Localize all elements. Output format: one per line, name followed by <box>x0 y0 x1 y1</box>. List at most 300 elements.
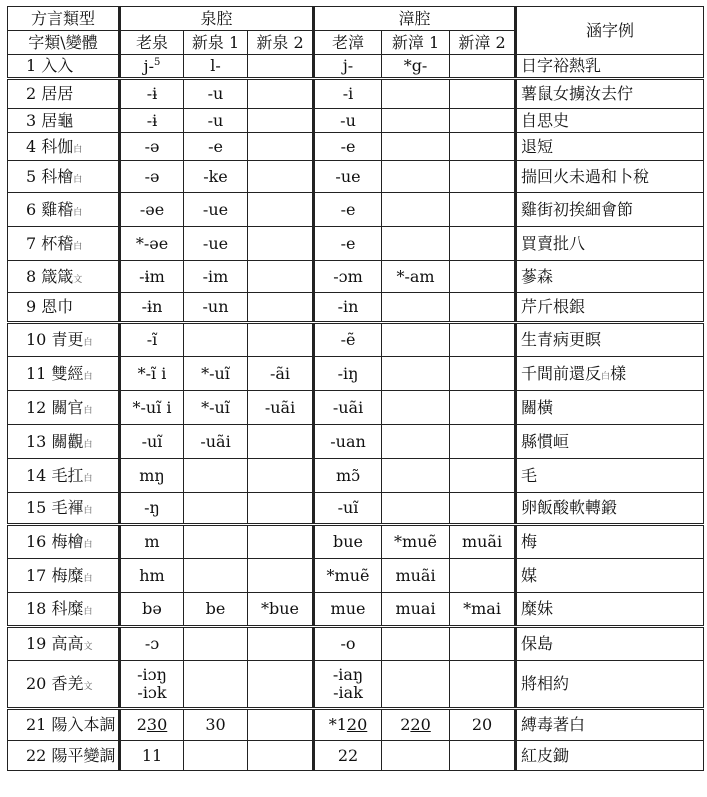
lao-zhang-cell <box>314 525 382 559</box>
table-row <box>8 661 704 709</box>
xin-quan-1-cell-value: be <box>205 599 226 619</box>
xin-quan-1-cell-value: -ue <box>202 199 229 219</box>
xin-quan-1-cell-value: *-uĩ <box>201 397 230 417</box>
examples-text: 保島 <box>521 634 554 654</box>
lao-quan-cell <box>120 627 184 661</box>
category-number: 9 <box>26 297 37 317</box>
examples-text: 生青病更瞑 <box>521 330 602 350</box>
xin-zhang-1-cell <box>382 425 450 459</box>
lao-quan-cell-value: -ɨm <box>139 266 165 286</box>
header-lao-quan: 老泉 <box>120 31 184 55</box>
lao-quan-cell-value: j- <box>143 56 154 76</box>
xin-zhang-2-cell <box>450 193 516 227</box>
category-cell <box>8 55 120 79</box>
xin-zhang-2-cell <box>450 323 516 357</box>
header-xin-zhang-2: 新漳 2 <box>450 31 516 55</box>
lao-zhang-cell-value: *muẽ <box>326 565 370 585</box>
xin-zhang-2-cell-value: 20 <box>471 715 493 735</box>
xin-zhang-1-cell <box>382 459 450 493</box>
xin-quan-1-cell <box>184 593 248 627</box>
xin-quan-2-cell <box>248 559 314 593</box>
lao-quan-cell <box>120 593 184 627</box>
xin-quan-2-cell <box>248 55 314 79</box>
xin-zhang-1-cell <box>382 293 450 323</box>
lao-zhang-cell <box>314 493 382 525</box>
examples-text: 揣回火未過和卜稅 <box>521 166 650 186</box>
examples-cell <box>516 357 704 391</box>
category-number: 14 <box>26 465 47 485</box>
lao-quan-cell-value: mŋ <box>139 465 165 485</box>
examples-cell <box>516 79 704 109</box>
lao-zhang-cell-value: -ɔm <box>333 266 363 286</box>
examples-cell <box>516 55 704 79</box>
category-name: 雞稽 <box>41 199 74 219</box>
lao-zhang-cell <box>314 559 382 593</box>
xin-quan-2-cell <box>248 109 314 133</box>
xin-quan-2-cell <box>248 525 314 559</box>
lao-zhang-cell <box>314 227 382 261</box>
xin-quan-1-cell <box>184 661 248 709</box>
lao-quan-cell <box>120 161 184 193</box>
xin-zhang-2-cell <box>450 425 516 459</box>
lao-quan-cell-superscript: 5 <box>154 57 161 69</box>
xin-quan-2-cell <box>248 293 314 323</box>
xin-quan-1-cell-value: l- <box>210 56 221 76</box>
table-row <box>8 391 704 425</box>
category-name: 高高 <box>51 634 84 654</box>
examples-text: 日字裕熱乳 <box>521 56 602 76</box>
xin-zhang-2-cell <box>450 559 516 593</box>
xin-quan-1-cell <box>184 193 248 227</box>
lao-zhang-cell-value: bue <box>333 532 364 552</box>
xin-quan-1-cell-value: -ke <box>203 166 228 186</box>
xin-zhang-1-cell <box>382 709 450 741</box>
lao-zhang-cell <box>314 109 382 133</box>
xin-zhang-2-cell <box>450 357 516 391</box>
reading-mark: 白 <box>83 540 93 551</box>
xin-zhang-2-cell <box>450 627 516 661</box>
lao-quan-cell <box>120 661 184 709</box>
category-name: 科伽 <box>41 136 74 156</box>
category-number: 20 <box>26 674 47 694</box>
xin-quan-1-cell-value: 30 <box>205 715 226 735</box>
lao-quan-cell <box>120 109 184 133</box>
reading-mark: 白 <box>83 607 93 618</box>
table-row <box>8 227 704 261</box>
category-cell <box>8 323 120 357</box>
xin-zhang-2-cell <box>450 261 516 293</box>
xin-zhang-1-cell-value: *-am <box>396 266 435 286</box>
examples-cell <box>516 525 704 559</box>
lao-zhang-cell-value: -u <box>340 110 356 130</box>
lao-quan-cell-value: *-ĩ i <box>137 363 167 383</box>
header-xin-zhang-1: 新漳 1 <box>382 31 450 55</box>
lao-quan-cell-underlined: 30 <box>146 715 168 735</box>
category-name: 科檜 <box>41 166 74 186</box>
category-cell <box>8 493 120 525</box>
table-row <box>8 79 704 109</box>
examples-tail: 樣 <box>610 363 627 383</box>
xin-zhang-2-cell <box>450 391 516 425</box>
category-cell <box>8 79 120 109</box>
xin-zhang-2-cell-value: *mai <box>463 599 501 619</box>
reading-mark: 文 <box>83 642 93 653</box>
xin-quan-1-cell <box>184 425 248 459</box>
header-category-change: 字類\變體 <box>8 31 120 55</box>
category-cell <box>8 161 120 193</box>
lao-quan-cell <box>120 425 184 459</box>
examples-cell <box>516 627 704 661</box>
examples-text: 縛毒著白 <box>521 715 586 735</box>
examples-cell <box>516 493 704 525</box>
category-cell <box>8 559 120 593</box>
lao-quan-cell-value: -ɔ <box>144 634 160 654</box>
lao-zhang-cell <box>314 357 382 391</box>
lao-quan-cell-value: *-uĩ i <box>132 397 172 417</box>
xin-quan-1-cell <box>184 161 248 193</box>
table-row <box>8 493 704 525</box>
examples-text: 薯鼠女擄汝去佇 <box>521 84 634 104</box>
category-number: 10 <box>26 330 47 350</box>
lao-zhang-cell-value-2: -iak <box>333 683 363 702</box>
xin-zhang-1-cell <box>382 593 450 627</box>
examples-text: 紅皮鋤 <box>521 745 570 765</box>
lao-zhang-cell-value: -iaŋ <box>332 665 364 685</box>
xin-quan-1-cell <box>184 79 248 109</box>
xin-zhang-2-cell <box>450 55 516 79</box>
category-name: 關觀 <box>51 431 84 451</box>
examples-cell <box>516 293 704 323</box>
category-cell <box>8 293 120 323</box>
reading-mark: 白 <box>83 439 93 450</box>
xin-zhang-2-cell-value: muãi <box>461 532 503 552</box>
xin-quan-1-cell <box>184 133 248 161</box>
lao-zhang-cell-value: mue <box>330 599 366 619</box>
xin-zhang-1-cell <box>382 525 450 559</box>
xin-quan-2-cell <box>248 227 314 261</box>
xin-quan-1-cell-value: -u <box>207 84 224 104</box>
lao-zhang-cell <box>314 261 382 293</box>
lao-quan-cell <box>120 133 184 161</box>
lao-quan-cell <box>120 293 184 323</box>
xin-zhang-1-cell <box>382 661 450 709</box>
xin-zhang-1-cell <box>382 133 450 161</box>
category-number: 22 <box>26 745 47 765</box>
lao-quan-cell-value: -ə <box>144 166 160 186</box>
xin-zhang-1-cell-underlined: 20 <box>410 715 431 735</box>
lao-quan-cell-value: -ɨ <box>146 110 158 130</box>
lao-zhang-cell <box>314 79 382 109</box>
xin-zhang-2-cell <box>450 109 516 133</box>
lao-zhang-cell <box>314 55 382 79</box>
category-number: 17 <box>26 565 47 585</box>
lao-zhang-cell-value: -ue <box>335 166 361 186</box>
xin-zhang-1-cell <box>382 741 450 771</box>
xin-quan-1-cell <box>184 559 248 593</box>
examples-text: 退短 <box>521 136 554 156</box>
xin-quan-1-cell-value: *-uĩ <box>201 363 230 383</box>
xin-zhang-1-cell <box>382 227 450 261</box>
table-row <box>8 193 704 227</box>
xin-quan-1-cell <box>184 391 248 425</box>
lao-zhang-cell-value: 22 <box>337 745 359 765</box>
examples-cell <box>516 109 704 133</box>
examples-cell <box>516 133 704 161</box>
xin-zhang-2-cell <box>450 593 516 627</box>
xin-zhang-1-cell <box>382 193 450 227</box>
category-number: 2 <box>26 84 37 104</box>
category-number: 21 <box>26 715 47 735</box>
category-name: 毛褌 <box>51 498 84 518</box>
xin-quan-1-cell <box>184 357 248 391</box>
xin-quan-2-cell <box>248 261 314 293</box>
category-cell <box>8 741 120 771</box>
lao-quan-cell-value: -ɨn <box>141 297 163 317</box>
lao-quan-cell <box>120 261 184 293</box>
xin-zhang-1-cell-value: muãi <box>395 565 436 585</box>
xin-zhang-1-cell <box>382 627 450 661</box>
category-number: 12 <box>26 397 47 417</box>
category-number: 4 <box>26 136 37 156</box>
table-row <box>8 293 704 323</box>
xin-quan-1-cell <box>184 459 248 493</box>
xin-zhang-1-cell <box>382 109 450 133</box>
lao-quan-cell <box>120 323 184 357</box>
examples-cell <box>516 227 704 261</box>
header-xin-quan-2: 新泉 2 <box>248 31 314 55</box>
category-cell <box>8 391 120 425</box>
examples-cell <box>516 459 704 493</box>
xin-zhang-1-cell-value: *g- <box>403 56 428 76</box>
lao-zhang-cell-value: -e <box>340 199 356 219</box>
lao-quan-cell <box>120 525 184 559</box>
examples-cell <box>516 709 704 741</box>
xin-quan-1-cell <box>184 709 248 741</box>
category-cell <box>8 593 120 627</box>
examples-cell <box>516 425 704 459</box>
category-name: 科糜 <box>51 599 84 619</box>
lao-zhang-cell-value: -uĩ <box>337 498 359 518</box>
lao-quan-cell-value: -ɨ <box>146 84 158 104</box>
lao-quan-cell-value: 11 <box>141 745 163 765</box>
table-row <box>8 525 704 559</box>
lao-zhang-cell-value: -o <box>340 634 356 654</box>
xin-quan-2-cell <box>248 133 314 161</box>
xin-quan-2-cell <box>248 79 314 109</box>
category-name: 香羌 <box>51 674 84 694</box>
lao-zhang-cell-value: -e <box>340 136 356 156</box>
xin-zhang-2-cell <box>450 525 516 559</box>
category-number: 11 <box>26 363 47 383</box>
xin-zhang-1-cell <box>382 391 450 425</box>
category-cell <box>8 709 120 741</box>
lao-quan-cell-value: -ə <box>144 136 160 156</box>
examples-text: 芹斤根銀 <box>521 297 586 317</box>
category-name: 關官 <box>51 397 84 417</box>
lao-quan-cell <box>120 391 184 425</box>
xin-zhang-2-cell <box>450 741 516 771</box>
category-cell <box>8 459 120 493</box>
xin-quan-1-cell <box>184 261 248 293</box>
xin-quan-2-cell <box>248 425 314 459</box>
xin-quan-1-cell-value: -un <box>202 297 229 317</box>
lao-zhang-cell <box>314 459 382 493</box>
lao-zhang-cell <box>314 161 382 193</box>
lao-quan-cell-value: -əe <box>139 199 165 219</box>
reading-mark: 白 <box>83 506 93 517</box>
lao-zhang-cell-value: -ẽ <box>340 330 356 350</box>
xin-zhang-1-cell <box>382 323 450 357</box>
examples-text: 雞街初挨細會節 <box>521 199 634 219</box>
table-row <box>8 133 704 161</box>
table-row <box>8 425 704 459</box>
lao-quan-cell-value: -iɔŋ <box>137 665 167 685</box>
lao-zhang-cell-value: -uan <box>330 431 366 451</box>
examples-text: 關橫 <box>521 397 554 417</box>
xin-quan-1-cell-value: -im <box>202 266 229 286</box>
lao-quan-cell <box>120 357 184 391</box>
examples-cell <box>516 161 704 193</box>
lao-quan-cell-value: *-əe <box>135 233 169 253</box>
xin-quan-2-cell <box>248 161 314 193</box>
xin-zhang-1-cell-value: *muẽ <box>394 532 437 552</box>
lao-quan-cell-value: m <box>144 532 160 552</box>
lao-zhang-cell-value: -uãi <box>332 397 364 417</box>
xin-quan-2-cell <box>248 741 314 771</box>
examples-cell <box>516 559 704 593</box>
lao-quan-cell <box>120 193 184 227</box>
lao-zhang-cell <box>314 425 382 459</box>
category-name: 陽平變調 <box>51 745 116 765</box>
category-number: 8 <box>26 266 37 286</box>
xin-zhang-1-cell <box>382 493 450 525</box>
xin-quan-2-cell-value: -ãi <box>269 363 291 383</box>
lao-quan-cell-value: 2 <box>136 715 147 735</box>
category-number: 13 <box>26 431 47 451</box>
xin-quan-1-cell <box>184 109 248 133</box>
xin-quan-2-cell <box>248 459 314 493</box>
examples-text: 糜妹 <box>521 599 554 619</box>
lao-quan-cell <box>120 741 184 771</box>
category-name: 梅檜 <box>51 532 84 552</box>
xin-quan-2-cell <box>248 593 314 627</box>
xin-quan-1-cell <box>184 493 248 525</box>
xin-zhang-1-cell-value: muai <box>395 599 436 619</box>
header-quanqiang: 泉腔 <box>120 7 314 31</box>
xin-quan-1-cell <box>184 627 248 661</box>
reading-mark: 白 <box>73 174 83 185</box>
examples-text: 買賣批八 <box>521 233 586 253</box>
lao-zhang-cell <box>314 627 382 661</box>
category-name: 梅糜 <box>51 565 84 585</box>
category-name: 毛扛 <box>51 465 84 485</box>
xin-zhang-1-cell <box>382 357 450 391</box>
category-name: 箴箴 <box>41 266 74 286</box>
category-name: 青更 <box>51 330 84 350</box>
lao-zhang-cell <box>314 193 382 227</box>
lao-zhang-cell <box>314 391 382 425</box>
category-name: 陽入本調 <box>51 715 116 735</box>
category-number: 16 <box>26 532 47 552</box>
category-cell <box>8 627 120 661</box>
examples-cell <box>516 593 704 627</box>
category-name: 居龜 <box>41 110 74 130</box>
lao-zhang-cell <box>314 661 382 709</box>
examples-mark: 白 <box>601 371 611 382</box>
lao-quan-cell <box>120 559 184 593</box>
reading-mark: 白 <box>73 241 83 252</box>
category-name: 杯稽 <box>41 233 74 253</box>
xin-quan-2-cell <box>248 323 314 357</box>
examples-text: 將相約 <box>521 674 570 694</box>
examples-cell <box>516 391 704 425</box>
xin-quan-2-cell <box>248 193 314 227</box>
lao-quan-cell-value: hm <box>139 565 165 585</box>
xin-quan-1-cell <box>184 227 248 261</box>
xin-quan-2-cell <box>248 493 314 525</box>
reading-mark: 文 <box>83 682 93 693</box>
xin-zhang-2-cell <box>450 293 516 323</box>
xin-quan-1-cell <box>184 741 248 771</box>
table-row <box>8 559 704 593</box>
header-zhangqiang: 漳腔 <box>314 7 516 31</box>
lao-zhang-cell-value: mɔ̃ <box>335 465 361 485</box>
table-row <box>8 709 704 741</box>
table-row <box>8 323 704 357</box>
examples-cell <box>516 741 704 771</box>
xin-zhang-1-cell <box>382 161 450 193</box>
lao-quan-cell-value: -ĩ <box>146 330 158 350</box>
lao-zhang-cell <box>314 323 382 357</box>
xin-zhang-2-cell <box>450 459 516 493</box>
lao-quan-cell <box>120 459 184 493</box>
xin-quan-1-cell <box>184 525 248 559</box>
table-row <box>8 55 704 79</box>
lao-zhang-cell <box>314 293 382 323</box>
lao-quan-cell <box>120 493 184 525</box>
examples-text: 媒 <box>521 565 538 585</box>
examples-text: 梅 <box>521 532 538 552</box>
category-cell <box>8 425 120 459</box>
header-xin-quan-1: 新泉 1 <box>184 31 248 55</box>
category-name: 居居 <box>41 84 74 104</box>
reading-mark: 白 <box>83 573 93 584</box>
lao-quan-cell-value: -ŋ <box>144 498 160 518</box>
examples-text: 蔘森 <box>521 266 554 286</box>
xin-zhang-2-cell <box>450 133 516 161</box>
lao-zhang-cell <box>314 741 382 771</box>
xin-zhang-2-cell <box>450 709 516 741</box>
table-row <box>8 261 704 293</box>
category-number: 5 <box>26 166 37 186</box>
header-examples: 涵字例 <box>516 7 704 55</box>
xin-quan-1-cell <box>184 293 248 323</box>
examples-text: 縣慣峘 <box>521 431 570 451</box>
lao-zhang-cell-value: -e <box>340 233 356 253</box>
xin-zhang-2-cell <box>450 161 516 193</box>
category-cell <box>8 661 120 709</box>
reading-mark: 白 <box>83 371 93 382</box>
xin-quan-2-cell <box>248 661 314 709</box>
header-dialect-type: 方言類型 <box>8 7 120 31</box>
examples-text: 卵飯酸軟轉鍛 <box>521 498 618 518</box>
category-cell <box>8 525 120 559</box>
lao-quan-cell <box>120 709 184 741</box>
category-cell <box>8 261 120 293</box>
examples-cell <box>516 323 704 357</box>
table-row <box>8 459 704 493</box>
category-number: 18 <box>26 599 47 619</box>
